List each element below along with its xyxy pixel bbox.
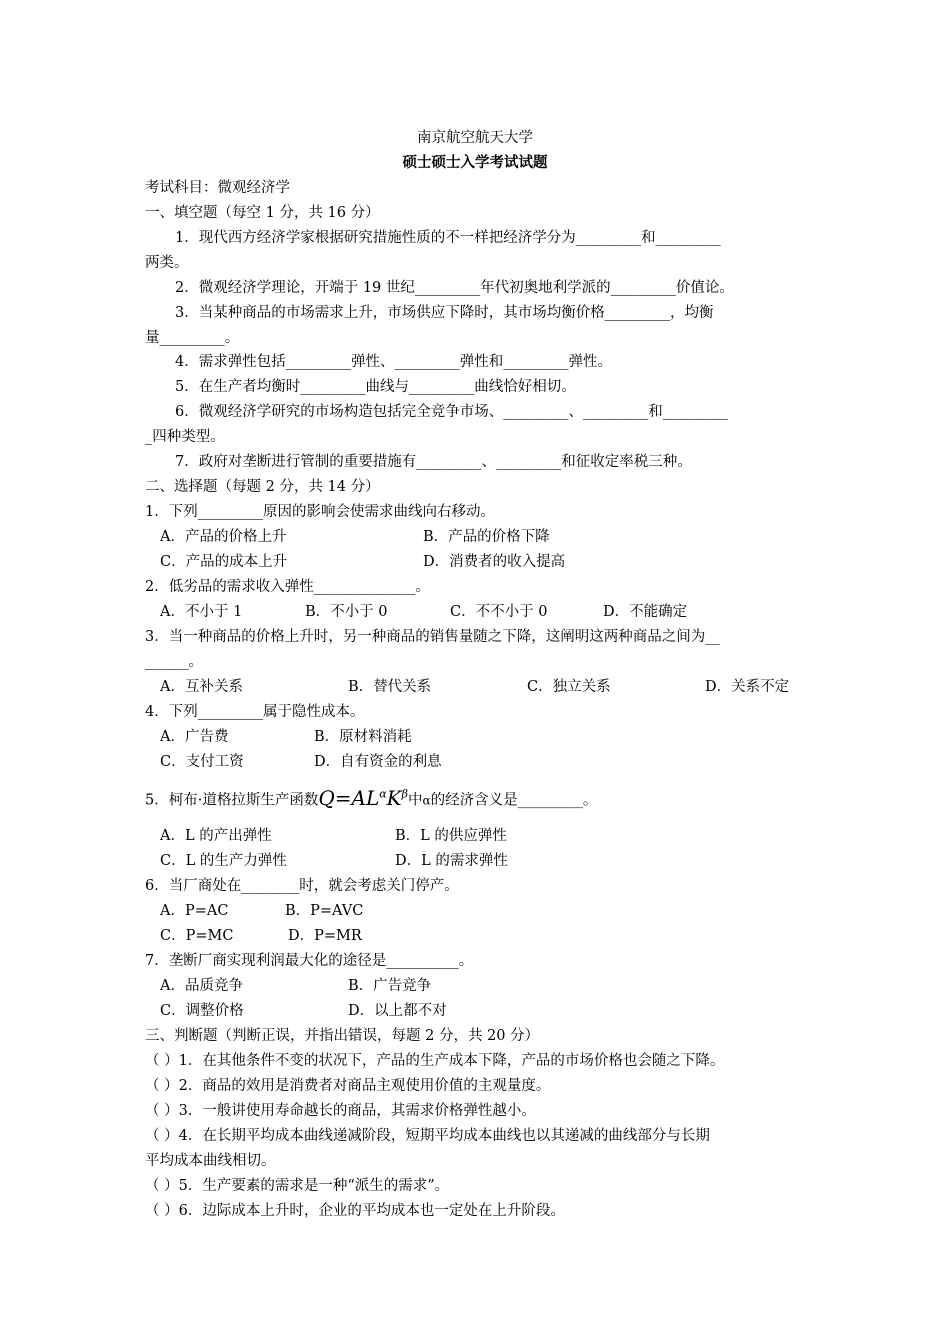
s1-q2: 2．微观经济学理论，开端于 19 世纪_________年代初奥地利学派的_________价值论。 — [175, 280, 734, 296]
s2-q5-alpha: α — [422, 793, 431, 808]
s3-q4-line2: 平均成本曲线相切。 — [145, 1153, 276, 1169]
s1-q6-line1: 6．微观经济学研究的市场构造包括完全竞争市场、_________、_________和_________ — [175, 404, 728, 420]
s2-q3-line2: ______。 — [145, 654, 203, 670]
s2-q1-option-d: D．消费者的收入提高 — [423, 554, 566, 570]
s2-q4-option-d: D．自有资金的利息 — [314, 754, 442, 770]
s1-q3-line2: 量_________。 — [145, 330, 240, 346]
s2-q2-option-b: B．不小于 0 — [305, 604, 388, 620]
s2-q3-option-b: B．替代关系 — [348, 679, 432, 695]
s3-q4-line1: （ ）4．在长期平均成本曲线递减阶段，短期平均成本曲线也以其递减的曲线部分与长期 — [145, 1128, 710, 1144]
s2-q3-option-c: C．独立关系 — [527, 679, 611, 695]
s2-q5-prefix: 5．柯布·道格拉斯生产函数 — [145, 792, 319, 809]
s1-q6-line2: _四种类型。 — [145, 429, 225, 445]
university-name: 南京航空航天大学 — [417, 130, 533, 146]
s3-q5: （ ）5．生产要素的需求是一种“派生的需求”。 — [145, 1178, 450, 1194]
formula-k: K — [386, 785, 402, 810]
exam-title: 硕士硕士入学考试试题 — [402, 154, 548, 171]
s1-q4: 4．需求弹性包括_________弹性、_________弹性和_________弹性。 — [175, 354, 612, 370]
s2-q4-option-a: A．广告费 — [160, 729, 229, 745]
s2-q6-option-c: C．P=MC — [160, 928, 234, 944]
s2-q5-mid: 中 — [407, 792, 423, 809]
exam-subject: 考试科目：微观经济学 — [145, 180, 290, 196]
s2-q7-option-a: A．品质竞争 — [160, 978, 243, 994]
section1-heading: 一、填空题（每空 1 分，共 16 分） — [145, 205, 380, 221]
s1-q5: 5．在生产者均衡时_________曲线与_________曲线恰好相切。 — [175, 379, 576, 395]
s2-q1-option-b: B．产品的价格下降 — [423, 529, 550, 545]
s2-q3-option-d: D．关系不定 — [705, 679, 790, 695]
s3-q3: （ ）3．一般讲使用寿命越长的商品，其需求价格弹性越小。 — [145, 1103, 536, 1119]
s2-q3-line1: 3．当一种商品的价格上升时，另一种商品的销售量随之下降，这阐明这两种商品之间为__ — [145, 629, 720, 645]
s2-q5-option-d: D．L 的需求弹性 — [395, 853, 508, 869]
s3-q2: （ ）2．商品的效用是消费者对商品主观使用价值的主观量度。 — [145, 1078, 551, 1094]
s2-q2-option-a: A．不小于 1 — [160, 604, 243, 620]
s2-q1-option-c: C．产品的成本上升 — [160, 554, 288, 570]
cobb-douglas-formula — [318, 786, 408, 810]
s2-q7-option-d: D．以上都不对 — [348, 1003, 447, 1019]
s1-q1-line2: 两类。 — [145, 255, 189, 271]
s2-q2-option-c: C．不不小于 0 — [450, 604, 548, 620]
formula-alpha-exponent: α — [379, 787, 387, 800]
s2-q5 — [145, 778, 597, 810]
s2-q7-option-c: C．调整价格 — [160, 1003, 244, 1019]
s2-q4-option-b: B．原材料消耗 — [314, 729, 412, 745]
s3-q6: （ ）6．边际成本上升时，企业的平均成本也一定处在上升阶段。 — [145, 1203, 565, 1219]
s3-q1: （ ）1．在其他条件不变的状况下，产品的生产成本下降，产品的市场价格也会随之下降。 — [145, 1053, 725, 1069]
s2-q6: 6．当厂商处在________时，就会考虑关门停产。 — [145, 878, 459, 894]
formula-q-al: Q=AL — [318, 785, 380, 810]
s2-q2-option-d: D．不能确定 — [603, 604, 688, 620]
s2-q4: 4．下列_________属于隐性成本。 — [145, 704, 365, 720]
s1-q1-line1: 1．现代西方经济学家根据研究措施性质的不一样把经济学分为_________和_________ — [175, 230, 721, 246]
s2-q5-option-b: B．L 的供应弹性 — [395, 828, 507, 844]
s2-q5-suffix: 的经济含义是_________。 — [430, 792, 598, 809]
s2-q1: 1．下列_________原因的影响会使需求曲线向右移动。 — [145, 504, 495, 520]
s1-q3-line1: 3．当某种商品的市场需求上升，市场供应下降时，其市场均衡价格_________，均衡 — [175, 305, 714, 321]
s2-q4-option-c: C．支付工资 — [160, 754, 244, 770]
s2-q6-option-b: B．P=AVC — [285, 903, 364, 919]
s2-q2: 2．低劣品的需求收入弹性______________。 — [145, 579, 430, 595]
s2-q5-option-a: A．L 的产出弹性 — [160, 828, 272, 844]
s2-q1-option-a: A．产品的价格上升 — [160, 529, 287, 545]
s2-q6-option-d: D．P=MR — [288, 928, 362, 944]
s1-q7: 7．政府对垄断进行管制的重要措施有_________、_________和征收定率税三种。 — [175, 454, 692, 470]
formula-beta-exponent: β — [401, 787, 408, 800]
s2-q6-option-a: A．P=AC — [160, 903, 229, 919]
section3-heading: 三、判断题（判断正误，并指出错误，每题 2 分，共 20 分） — [145, 1028, 540, 1044]
s2-q7-option-b: B．广告竞争 — [348, 978, 432, 994]
s2-q5-option-c: C．L 的生产力弹性 — [160, 853, 287, 869]
s2-q7: 7．垄断厂商实现利润最大化的途径是__________。 — [145, 953, 474, 969]
s2-q3-option-a: A．互补关系 — [160, 679, 243, 695]
section2-heading: 二、选择题（每题 2 分，共 14 分） — [145, 479, 380, 495]
